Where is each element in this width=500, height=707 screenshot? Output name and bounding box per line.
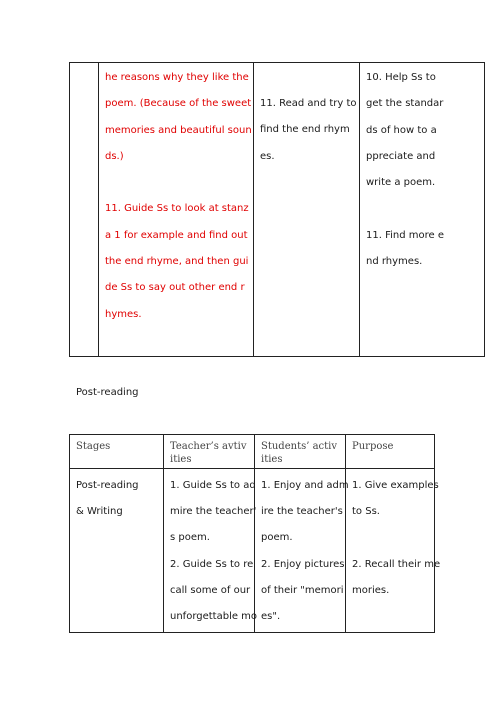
cell-line: to Ss. xyxy=(352,506,380,518)
cell-line: the end rhyme, and then gui xyxy=(105,256,249,268)
cell-line: 1. Enjoy and adm xyxy=(261,480,349,491)
cell-line: 2. Recall their me xyxy=(352,558,441,570)
header-line: ities xyxy=(261,454,283,465)
cell-line: find the end rhym xyxy=(260,124,350,136)
cell-line: de Ss to say out other end r xyxy=(105,282,245,294)
post-reading-table xyxy=(69,434,441,633)
purpose-cell xyxy=(360,63,485,357)
cell-line: 11. Guide Ss to look at stanz xyxy=(105,203,249,215)
table-row xyxy=(70,63,485,357)
header-line: Purpose xyxy=(352,441,394,452)
cell-line: s poem. xyxy=(170,532,210,544)
cell-line: & Writing xyxy=(76,506,123,518)
cell-line: mories. xyxy=(352,584,390,596)
cell-line: ire the teacher's xyxy=(261,506,343,518)
table-header-row xyxy=(70,435,435,469)
cell-line: 2. Guide Ss to re xyxy=(170,558,254,570)
header-line: Stages xyxy=(76,441,111,452)
cell-line: ppreciate and xyxy=(366,150,436,162)
cell-line: he reasons why they like the xyxy=(105,72,249,83)
cell-line: poem. xyxy=(261,532,293,544)
cell-line: nd rhymes. xyxy=(366,256,423,268)
cell-line: ds.) xyxy=(105,150,124,162)
table-row xyxy=(70,469,435,633)
header-teacher-activities xyxy=(164,435,255,469)
cell-line: mire the teacher' xyxy=(170,506,257,518)
spacer xyxy=(105,170,253,196)
cell-line: Post-reading xyxy=(76,480,139,491)
student-activities-cell xyxy=(254,63,360,357)
header-line: Students’ activ xyxy=(261,441,338,452)
spacer xyxy=(366,196,484,222)
spacer xyxy=(352,525,434,551)
activities-table-top xyxy=(69,62,485,357)
header-stages xyxy=(70,435,164,469)
section-heading: Post-reading xyxy=(76,387,139,398)
cell-line: 10. Help Ss to xyxy=(366,72,436,83)
purpose-cell xyxy=(346,469,441,633)
cell-line: 2. Enjoy pictures xyxy=(261,558,345,570)
cell-line: 1. Give examples xyxy=(352,480,439,491)
student-activities-cell xyxy=(255,469,349,633)
stage-cell xyxy=(70,469,164,633)
header-line: ities xyxy=(170,454,192,465)
cell-line: es. xyxy=(260,150,275,162)
stage-cell xyxy=(70,63,99,357)
cell-line: 1. Guide Ss to ad xyxy=(170,480,256,491)
cell-line: call some of our xyxy=(170,584,251,596)
cell-line: es". xyxy=(261,611,281,623)
cell-line: 11. Read and try to xyxy=(260,98,357,109)
cell-line: of their "memori xyxy=(261,584,344,596)
cell-line: hymes. xyxy=(105,308,142,320)
teacher-activities-cell xyxy=(164,469,258,633)
cell-line: a 1 for example and find out xyxy=(105,229,248,241)
header-purpose xyxy=(346,435,435,469)
cell-line: memories and beautiful soun xyxy=(105,124,252,136)
header-student-activities xyxy=(255,435,346,469)
cell-line: get the standar xyxy=(366,98,444,110)
teacher-activities-cell xyxy=(99,63,254,357)
cell-line: poem. (Because of the sweet xyxy=(105,98,252,110)
cell-line: 11. Find more e xyxy=(366,229,444,241)
cell-line: write a poem. xyxy=(366,177,436,189)
cell-line: ds of how to a xyxy=(366,124,437,136)
header-line: Teacher’s avtiv xyxy=(170,441,247,452)
cell-line: unforgettable mo xyxy=(170,611,258,623)
